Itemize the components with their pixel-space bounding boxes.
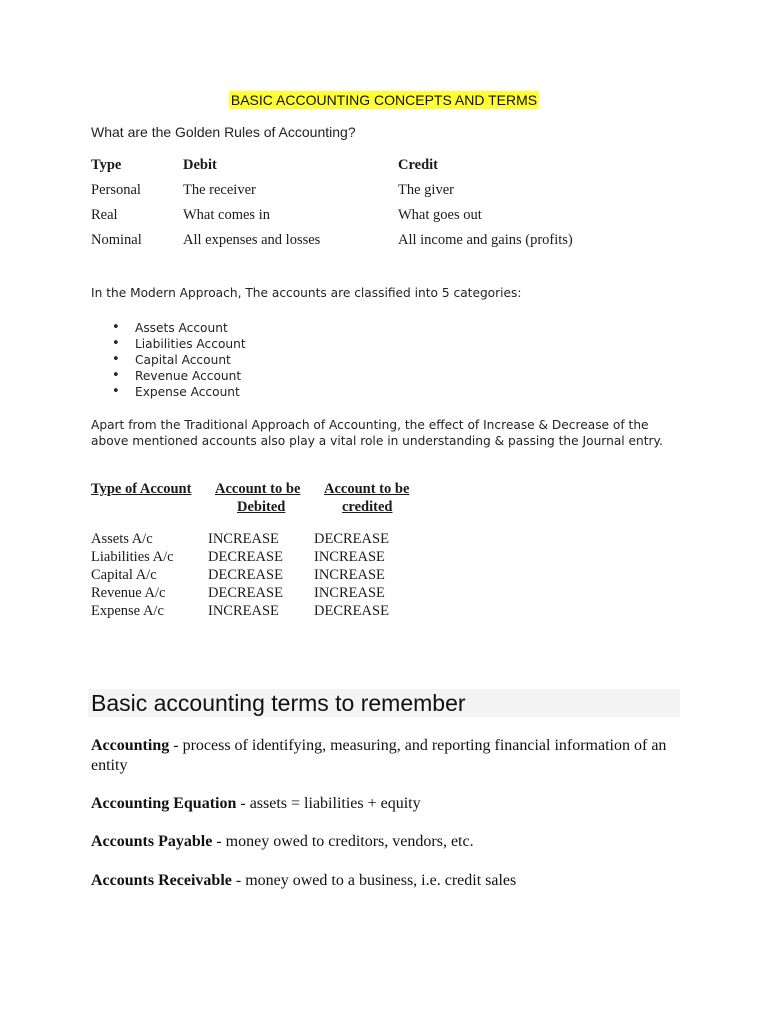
account-name: Liabilities A/c — [91, 549, 174, 565]
account-name: Capital A/c — [91, 567, 157, 583]
title-container — [0, 92, 768, 110]
debit-effect: INCREASE — [208, 603, 279, 619]
header-type: Type — [91, 157, 122, 173]
rule-type: Real — [91, 207, 118, 223]
table-row — [91, 232, 691, 257]
term-definition — [91, 832, 681, 852]
table-row — [91, 603, 491, 621]
rule-credit: What goes out — [398, 207, 482, 223]
term-name: Accounts Receivable — [91, 872, 232, 889]
list-item: • Assets Account — [110, 320, 246, 336]
golden-rules-table — [91, 157, 691, 257]
credit-effect: INCREASE — [314, 585, 385, 601]
list-item: • Expense Account — [110, 384, 246, 400]
credit-effect: DECREASE — [314, 531, 389, 547]
term-definition — [91, 794, 681, 814]
table-row — [91, 207, 691, 232]
header-credit-line1: Account to be — [324, 481, 410, 497]
header-type-of-account: Type of Account — [91, 481, 192, 497]
golden-rules-question: What are the Golden Rules of Accounting? — [91, 124, 356, 140]
debit-effect: DECREASE — [208, 549, 283, 565]
term-name: Accounting — [91, 737, 170, 754]
header-credit: Credit — [398, 157, 439, 173]
term-description: - assets = liabilities + equity — [236, 795, 421, 812]
term-definition — [91, 736, 681, 776]
header-debit-line2: Debited — [237, 499, 286, 515]
rule-type: Nominal — [91, 232, 142, 248]
term-definition — [91, 871, 681, 891]
rule-debit: The receiver — [183, 182, 256, 198]
page-title: BASIC ACCOUNTING CONCEPTS AND TERMS — [230, 92, 538, 108]
term-description: - process of identifying, measuring, and reporting financial information of an entity — [91, 737, 667, 774]
rule-debit: What comes in — [183, 207, 270, 223]
debit-effect: DECREASE — [208, 567, 283, 583]
section-heading: Basic accounting terms to remember — [91, 690, 466, 716]
header-debit-line1: Account to be — [215, 481, 301, 497]
account-name: Expense A/c — [91, 603, 164, 619]
account-name: Revenue A/c — [91, 585, 166, 601]
debit-effect: INCREASE — [208, 531, 279, 547]
traditional-approach-paragraph: Apart from the Traditional Approach of Accounting, the effect of Increase & Decrease of the above mentioned accounts also play a vital role in understanding & passing the Journal entry. — [91, 418, 663, 448]
table-row — [91, 567, 491, 585]
table-row — [91, 585, 491, 603]
credit-effect: DECREASE — [314, 603, 389, 619]
table-row — [91, 549, 491, 567]
list-item: • Liabilities Account — [110, 336, 246, 352]
rule-type: Personal — [91, 182, 141, 198]
credit-effect: INCREASE — [314, 567, 385, 583]
rule-credit: The giver — [398, 182, 454, 198]
debit-effect: DECREASE — [208, 585, 283, 601]
term-name: Accounts Payable — [91, 833, 213, 850]
list-item: • Capital Account — [110, 352, 246, 368]
modern-approach-intro: In the Modern Approach, The accounts are classified into 5 categories: — [91, 286, 522, 300]
header-debit: Debit — [183, 157, 217, 173]
term-name: Accounting Equation — [91, 795, 237, 812]
account-name: Assets A/c — [91, 531, 153, 547]
rule-debit: All expenses and losses — [183, 232, 321, 248]
term-description: - money owed to a business, i.e. credit sales — [231, 872, 517, 889]
effect-table — [91, 481, 491, 621]
table-row — [91, 182, 691, 207]
rule-credit: All income and gains (profits) — [398, 232, 573, 248]
golden-rules-header — [91, 157, 691, 182]
table-row — [91, 531, 491, 549]
term-description: - money owed to creditors, vendors, etc. — [212, 833, 474, 850]
categories-list — [110, 320, 246, 400]
credit-effect: INCREASE — [314, 549, 385, 565]
list-item: • Revenue Account — [110, 368, 246, 384]
header-credit-line2: credited — [342, 499, 393, 515]
effect-table-header — [91, 481, 491, 531]
